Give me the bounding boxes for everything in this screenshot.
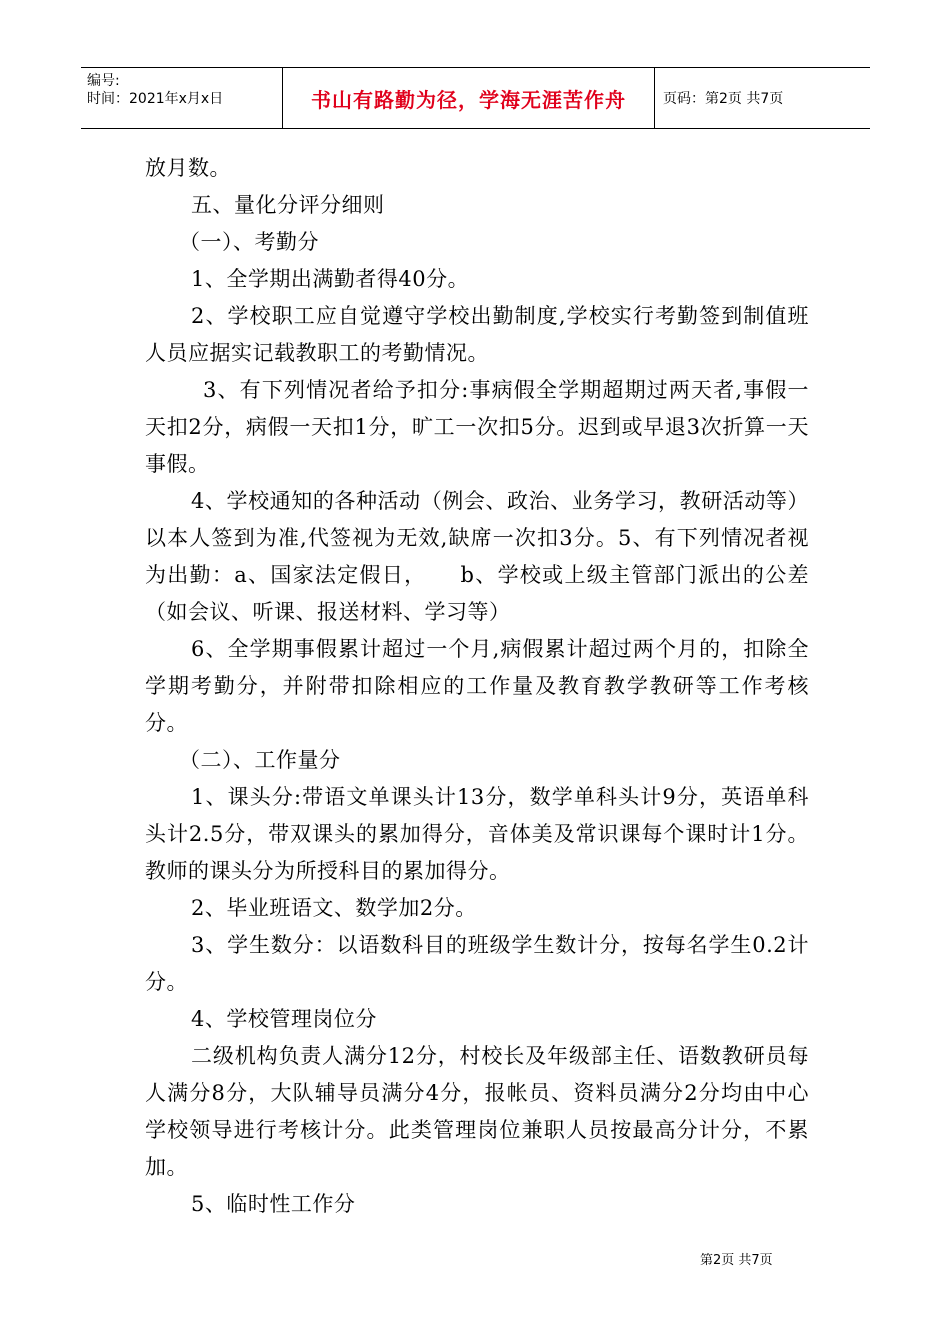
subsection-heading: （二）、工作量分: [179, 748, 341, 772]
document-number-label: 编号:: [87, 73, 120, 89]
paragraph: 1、全学期出满勤者得40分。: [191, 267, 470, 291]
paragraph: 2、学校职工应自觉遵守学校出勤制度,学校实行考勤签到制值班人员应据实记载教职工的考勤情况。: [145, 304, 809, 365]
paragraph: 3、有下列情况者给予扣分:事病假全学期超期过两天者,事假一天扣2分，病假一天扣1分，旷工一次扣5分。迟到或早退3次折算一天事假。: [145, 378, 809, 476]
paragraph: 4、学校通知的各种活动（例会、政治、业务学习，教研活动等）以本人签到为准,代签视为无效,缺席一次扣3分。5、有下列情况者视为出勤：a、国家法定假日， b、学校或上级主管部门派出的公差（如会议、听课、报送材料、学习等）: [145, 489, 809, 624]
page-footer: 第2页 共7页: [700, 1253, 773, 1268]
paragraph: 6、全学期事假累计超过一个月,病假累计超过两个月的，扣除全学期考勤分，并附带扣除相应的工作量及教育教学教研等工作考核分。: [145, 637, 809, 735]
page-header: [81, 67, 870, 129]
paragraph: 1、课头分:带语文单课头计13分，数学单科头计9分，英语单科头计2.5分，带双课头的累加得分，音体美及常识课每个课时计1分。教师的课头分为所授科目的累加得分。: [145, 785, 809, 883]
document-date-label: 时间：2021年x月x日: [87, 91, 224, 107]
header-motto: 书山有路勤为径，学海无涯苦作舟: [283, 68, 655, 128]
paragraph: 2、毕业班语文、数学加2分。: [191, 896, 477, 920]
paragraph: 3、学生数分：以语数科目的班级学生数计分，按每名学生0.2计分。: [145, 933, 809, 994]
paragraph: 5、临时性工作分: [191, 1192, 356, 1216]
header-page-number: 页码：第2页 共7页: [663, 91, 784, 107]
paragraph: 二级机构负责人满分12分，村校长及年级部主任、语数教研员每人满分8分，大队辅导员满分4分，报帐员、资料员满分2分均由中心学校领导进行考核计分。此类管理岗位兼职人员按最高分计分，不累加。: [145, 1044, 809, 1179]
subsection-heading: （一）、考勤分: [179, 230, 319, 254]
header-meta: [81, 68, 283, 128]
paragraph: 4、学校管理岗位分: [191, 1007, 377, 1031]
paragraph: 放月数。: [145, 156, 231, 180]
section-heading: 五、量化分评分细则: [191, 193, 385, 217]
document-body: [145, 150, 809, 1223]
